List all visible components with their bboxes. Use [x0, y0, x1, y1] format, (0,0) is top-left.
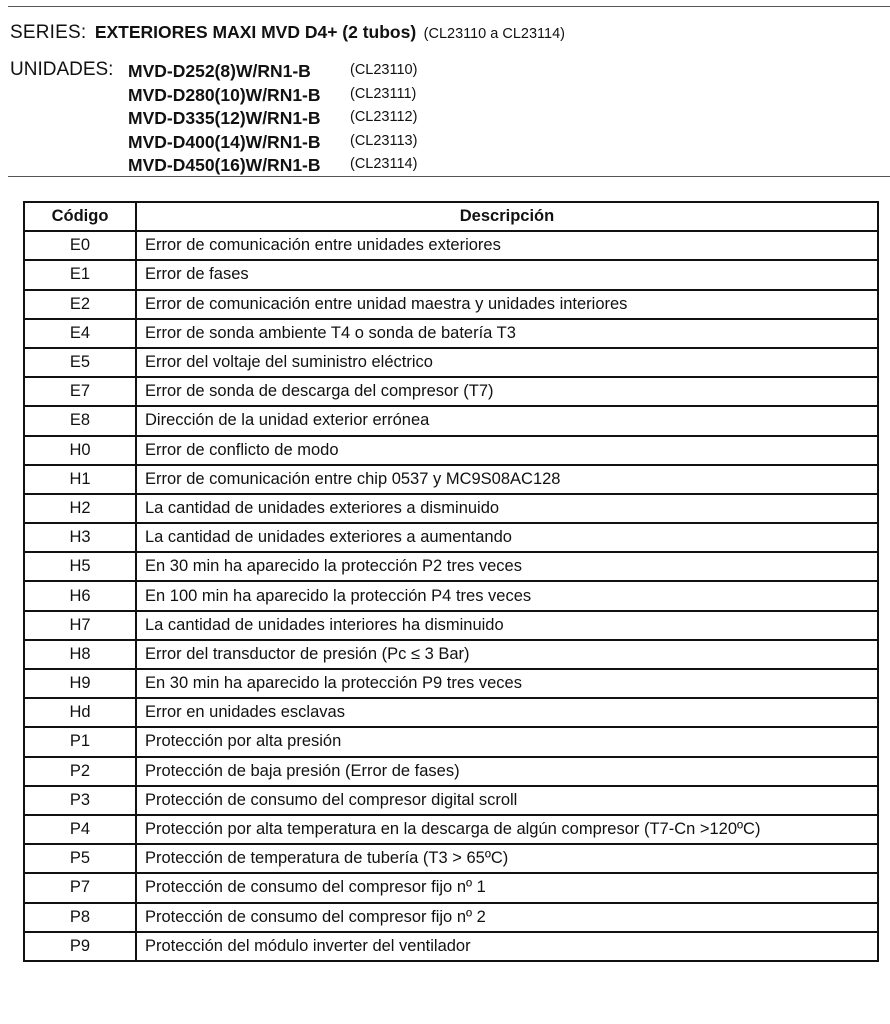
error-code-cell: E2	[24, 290, 136, 319]
unit-model: MVD-D335(12)W/RN1-B	[128, 108, 321, 128]
error-code-cell: E5	[24, 348, 136, 377]
series-label: SERIES:	[10, 22, 87, 43]
units-label: UNIDADES:	[10, 59, 114, 80]
table-row	[24, 786, 878, 815]
error-code-table	[23, 201, 879, 962]
error-description-cell: La cantidad de unidades exteriores a aumentando	[136, 523, 878, 552]
error-code-cell: E7	[24, 377, 136, 406]
error-description-cell: Protección por alta temperatura en la descarga de algún compresor (T7-Cn >120ºC)	[136, 815, 878, 844]
error-description-cell: Error de fases	[136, 260, 878, 289]
table-row	[24, 873, 878, 902]
table-row	[24, 757, 878, 786]
error-description-cell: Protección del módulo inverter del ventilador	[136, 932, 878, 961]
error-code-cell: E8	[24, 406, 136, 435]
units-list	[128, 61, 417, 179]
table-row	[24, 669, 878, 698]
table-row	[24, 406, 878, 435]
error-description-cell: Error de comunicación entre unidad maestra y unidades interiores	[136, 290, 878, 319]
error-description-cell: En 30 min ha aparecido la protección P2 tres veces	[136, 552, 878, 581]
table-row	[24, 611, 878, 640]
table-row	[24, 319, 878, 348]
error-code-cell: E0	[24, 231, 136, 260]
error-code-cell: P4	[24, 815, 136, 844]
unit-model: MVD-D400(14)W/RN1-B	[128, 131, 321, 152]
error-description-cell: En 30 min ha aparecido la protección P9 tres veces	[136, 669, 878, 698]
error-description-cell: Protección de consumo del compresor fijo nº 1	[136, 873, 878, 902]
table-row	[24, 465, 878, 494]
unit-row	[128, 85, 417, 109]
error-description-cell: Protección por alta presión	[136, 727, 878, 756]
unit-model: MVD-D280(10)W/RN1-B	[128, 84, 321, 105]
table-row	[24, 698, 878, 727]
table-row	[24, 844, 878, 873]
error-description-cell: Error en unidades esclavas	[136, 698, 878, 727]
error-description-cell: Protección de temperatura de tubería (T3 > 65ºC)	[136, 844, 878, 873]
table-row	[24, 523, 878, 552]
error-code-cell: H1	[24, 465, 136, 494]
error-description-cell: Error del transductor de presión (Pc ≤ 3 Bar)	[136, 640, 878, 669]
table-row	[24, 348, 878, 377]
top-divider	[8, 6, 890, 7]
error-description-cell: Error del voltaje del suministro eléctrico	[136, 348, 878, 377]
table-row	[24, 903, 878, 932]
unit-model: MVD-D252(8)W/RN1-B	[128, 61, 311, 81]
unit-code: (CL23110)	[350, 62, 418, 78]
error-code-cell: P1	[24, 727, 136, 756]
series-name: EXTERIORES MAXI MVD D4+ (2 tubos)	[94, 22, 417, 42]
table-row	[24, 640, 878, 669]
error-code-cell: P3	[24, 786, 136, 815]
table-row	[24, 815, 878, 844]
table-row	[24, 377, 878, 406]
unit-model: MVD-D450(16)W/RN1-B	[128, 155, 321, 175]
error-code-cell: P5	[24, 844, 136, 873]
unit-code: (CL23113)	[350, 132, 418, 149]
unit-row	[128, 108, 417, 132]
unit-code: (CL23112)	[350, 109, 418, 125]
error-code-cell: E1	[24, 260, 136, 289]
error-code-cell: Hd	[24, 698, 136, 727]
series-line	[10, 22, 565, 44]
table-header-row	[24, 202, 878, 231]
error-description-cell: Error de comunicación entre unidades exteriores	[136, 231, 878, 260]
table-row	[24, 581, 878, 610]
table-row	[24, 260, 878, 289]
error-code-cell: P2	[24, 757, 136, 786]
unit-code: (CL23114)	[350, 156, 418, 172]
error-description-cell: Protección de consumo del compresor digital scroll	[136, 786, 878, 815]
code-column-header: Código	[24, 202, 136, 231]
error-description-cell: Protección de baja presión (Error de fases)	[136, 757, 878, 786]
error-description-cell: En 100 min ha aparecido la protección P4 tres veces	[136, 581, 878, 610]
error-description-cell: Dirección de la unidad exterior errónea	[136, 406, 878, 435]
error-description-cell: Error de sonda de descarga del compresor (T7)	[136, 377, 878, 406]
error-code-cell: E4	[24, 319, 136, 348]
unit-code: (CL23111)	[350, 85, 417, 102]
error-code-cell: H5	[24, 552, 136, 581]
table-row	[24, 290, 878, 319]
unit-row	[128, 61, 417, 85]
section-divider	[8, 176, 890, 177]
error-description-cell: La cantidad de unidades interiores ha disminuido	[136, 611, 878, 640]
table-row	[24, 552, 878, 581]
error-code-cell: H6	[24, 581, 136, 610]
error-code-cell: P7	[24, 873, 136, 902]
error-description-cell: Protección de consumo del compresor fijo nº 2	[136, 903, 878, 932]
table-row	[24, 727, 878, 756]
error-code-cell: H9	[24, 669, 136, 698]
error-code-cell: H7	[24, 611, 136, 640]
error-code-cell: H2	[24, 494, 136, 523]
error-code-cell: H3	[24, 523, 136, 552]
error-code-cell: P8	[24, 903, 136, 932]
unit-row	[128, 132, 417, 156]
error-code-cell: P9	[24, 932, 136, 961]
table-row	[24, 932, 878, 961]
unit-row	[128, 155, 417, 179]
table-row	[24, 231, 878, 260]
error-description-cell: Error de conflicto de modo	[136, 436, 878, 465]
error-description-cell: La cantidad de unidades exteriores a disminuido	[136, 494, 878, 523]
error-code-cell: H0	[24, 436, 136, 465]
error-code-cell: H8	[24, 640, 136, 669]
table-row	[24, 436, 878, 465]
error-description-cell: Error de comunicación entre chip 0537 y MC9S08AC128	[136, 465, 878, 494]
series-range: (CL23110 a CL23114)	[423, 26, 565, 42]
error-description-cell: Error de sonda ambiente T4 o sonda de batería T3	[136, 319, 878, 348]
table-row	[24, 494, 878, 523]
description-column-header: Descripción	[136, 202, 878, 231]
